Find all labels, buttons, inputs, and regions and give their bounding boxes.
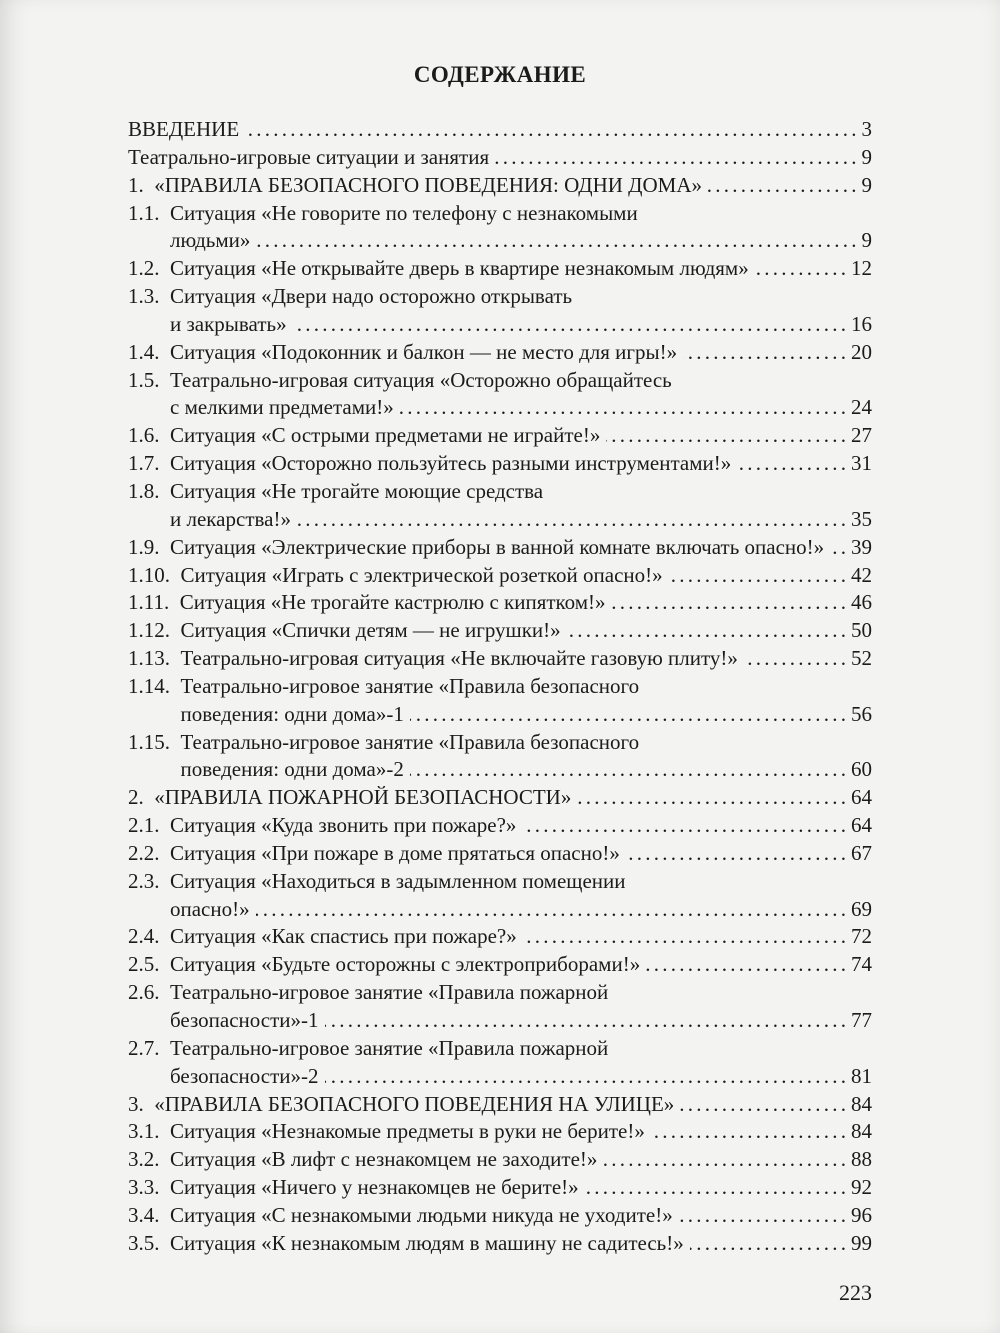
toc-entry-number: 2. [128, 785, 144, 810]
toc-entry-number: 3.5. [128, 1230, 160, 1255]
toc-entry-text: Ситуация «При пожаре в доме прятаться опасно!» [170, 840, 620, 865]
toc-page-number: 92 [851, 1175, 872, 1200]
toc-entry-body [181, 617, 873, 645]
dot-leader [297, 506, 845, 534]
toc-entry-last-line [128, 116, 872, 144]
toc-page-number: 74 [851, 952, 872, 977]
toc-entry-text: безопасности»-1 [170, 1008, 319, 1032]
toc-entry-text: Ситуация «В лифт с незнакомцем не заходите!» [170, 1147, 598, 1172]
toc-entry [128, 1174, 872, 1202]
toc-entry-body [170, 1174, 872, 1202]
toc-entry-text: Ситуация «К незнакомым людям в машину не садитесь!» [170, 1230, 684, 1255]
toc-entry [128, 478, 872, 534]
toc-entry-number: 1.3. [128, 284, 160, 309]
toc-entry-number: 2.7. [128, 1035, 160, 1060]
dot-leader [606, 422, 845, 450]
dot-leader [612, 589, 845, 617]
dot-leader [256, 896, 845, 924]
toc-entry-text: «ПРАВИЛА ПОЖАРНОЙ БЕЗОПАСНОСТИ» [154, 785, 572, 810]
toc-entry-last-line [181, 701, 873, 729]
toc-entry-number: 2.3. [128, 868, 160, 893]
dot-leader [256, 227, 855, 255]
dot-leader [679, 1202, 845, 1230]
toc-entry-text: Театрально-игровое занятие «Правила безопасного [180, 729, 640, 754]
toc-page-number: 64 [851, 813, 872, 838]
toc-entry-text: ВВЕДЕНИЕ [128, 117, 240, 141]
toc-entry-body [170, 450, 872, 478]
toc-page-number: 84 [851, 1119, 872, 1144]
dot-leader [646, 951, 845, 979]
toc-entry-text: безопасности»-2 [170, 1063, 319, 1088]
dot-leader [245, 116, 855, 144]
toc-entry [128, 562, 872, 590]
toc-entry-body [181, 729, 873, 785]
toc-entry-number: 1.8. [128, 478, 160, 503]
toc-entry-last-line [170, 1202, 872, 1230]
toc-entry-text: Ситуация «Осторожно пользуйтесь разными инструментами!» [170, 451, 732, 476]
toc-page-number: 3 [861, 117, 872, 141]
toc-entry-last-line [170, 227, 872, 255]
toc-entry-body [154, 172, 872, 200]
toc-entry-last-line [170, 840, 872, 868]
toc-entry-last-line [170, 951, 872, 979]
toc-entry-body [170, 1146, 872, 1174]
toc-entry [128, 255, 872, 283]
toc-entry-last-line [154, 784, 872, 812]
toc-entry-text: Театрально-игровое занятие «Правила пожарной [170, 1035, 609, 1060]
toc-page-number: 39 [851, 534, 872, 559]
toc-entry-last-line [170, 450, 872, 478]
toc-entry [128, 1146, 872, 1174]
toc-entry-text: с мелкими предметами!» [170, 395, 394, 420]
toc-page-number: 9 [861, 144, 872, 169]
toc-page-number: 99 [851, 1230, 872, 1255]
toc-entry-last-line [170, 534, 872, 562]
dot-leader [651, 1118, 845, 1146]
toc-entry-last-line [170, 896, 872, 924]
toc-entry [128, 951, 872, 979]
toc-entry-number: 1.9. [128, 534, 160, 559]
dot-leader [755, 255, 845, 283]
toc-entry-text: Ситуация «Незнакомые предметы в руки не берите!» [170, 1119, 645, 1144]
toc-page-number: 60 [851, 757, 872, 782]
toc-page-number: 24 [851, 395, 872, 420]
toc-entry-text: и закрывать» [170, 311, 287, 336]
toc-entry-number: 2.1. [128, 813, 160, 838]
toc-entry-body [170, 812, 872, 840]
toc-page-number: 27 [851, 423, 872, 448]
toc-entry-text: Ситуация «Не говорите по телефону с незнакомыми [170, 200, 638, 225]
toc-entry-text: Ситуация «Находиться в задымленном помещении [170, 868, 626, 893]
toc-entry-last-line [154, 172, 872, 200]
dot-leader [567, 617, 845, 645]
toc-entry-body [170, 840, 872, 868]
toc-entry-number: 2.2. [128, 840, 160, 865]
toc-entry-body [170, 979, 872, 1035]
toc-entry [128, 1202, 872, 1230]
toc-entry-text: Ситуация «Куда звонить при пожаре?» [170, 813, 517, 838]
toc-entry-text: Театрально-игровая ситуация «Не включайте газовую плиту!» [180, 646, 738, 671]
toc-entry [128, 1118, 872, 1146]
toc-entry [128, 979, 872, 1035]
toc-entry-body [170, 255, 872, 283]
dot-leader [680, 1091, 845, 1119]
toc-entry [128, 589, 872, 617]
toc-page-number: 42 [851, 562, 872, 587]
dot-leader [669, 562, 845, 590]
toc-page-number: 64 [851, 785, 872, 810]
toc-entry-last-line [181, 617, 873, 645]
toc-entry-number: 1.6. [128, 423, 160, 448]
toc-entry [128, 172, 872, 200]
toc-entry-body [170, 1035, 872, 1091]
toc-entry-number: 1.14. [128, 673, 170, 698]
toc-entry [128, 840, 872, 868]
toc-entry-text: Ситуация «С незнакомыми людьми никуда не уходите!» [170, 1202, 673, 1227]
toc-entry-body [170, 422, 872, 450]
toc-entry-text: «ПРАВИЛА БЕЗОПАСНОГО ПОВЕДЕНИЯ НА УЛИЦЕ» [154, 1091, 675, 1116]
toc-entry-body [154, 784, 872, 812]
toc-entry-text: Ситуация «Будьте осторожны с электроприборами!» [170, 952, 641, 977]
table-of-contents [128, 116, 872, 1258]
toc-entry [128, 339, 872, 367]
dot-leader [744, 645, 845, 673]
toc-entry-body [170, 200, 872, 256]
toc-entry-text: опасно!» [170, 896, 250, 921]
toc-page-number: 84 [851, 1091, 872, 1116]
toc-entry-last-line [181, 756, 873, 784]
toc-page-number: 81 [851, 1063, 872, 1088]
toc-entry [128, 450, 872, 478]
dot-leader [495, 144, 855, 172]
toc-entry-body [170, 478, 872, 534]
toc-entry-last-line [170, 1174, 872, 1202]
toc-entry-last-line [170, 1146, 872, 1174]
dot-leader [708, 172, 856, 200]
toc-page-number: 35 [851, 506, 872, 531]
toc-entry-text: поведения: одни дома»-2 [180, 757, 404, 782]
toc-entry-last-line [154, 1091, 872, 1119]
toc-entry-last-line [170, 812, 872, 840]
contents-heading: СОДЕРЖАНИЕ [413, 62, 587, 87]
toc-page-number: 50 [851, 618, 872, 643]
toc-entry-number: 2.5. [128, 952, 160, 977]
toc-entry-body [170, 283, 872, 339]
toc-entry-text: Театрально-игровое занятие «Правила безопасного [180, 673, 640, 698]
dot-leader [522, 812, 845, 840]
toc-entry-number: 1.15. [128, 729, 170, 754]
toc-entry [128, 116, 872, 144]
toc-entry [128, 784, 872, 812]
toc-page-number: 31 [851, 451, 872, 476]
toc-entry-body [181, 562, 873, 590]
dot-leader [585, 1174, 845, 1202]
toc-entry-text: Ситуация «Не трогайте кастрюлю с кипятком!» [179, 590, 606, 615]
toc-entry-number: 2.6. [128, 980, 160, 1005]
toc-entry-text: Ситуация «Двери надо осторожно открывать [170, 284, 573, 309]
toc-entry-last-line [170, 923, 872, 951]
toc-entry-last-line [128, 144, 872, 172]
toc-page-number: 96 [851, 1202, 872, 1227]
toc-page-number: 67 [851, 840, 872, 865]
dot-leader [683, 339, 845, 367]
toc-entry [128, 1230, 872, 1258]
toc-entry-text: Ситуация «Играть с электрической розеткой опасно!» [180, 562, 663, 587]
toc-entry-body [170, 1118, 872, 1146]
toc-entry-number: 1.7. [128, 451, 160, 476]
toc-entry-body [170, 923, 872, 951]
toc-entry-text: «ПРАВИЛА БЕЗОПАСНОГО ПОВЕДЕНИЯ: ОДНИ ДОМА» [154, 172, 702, 197]
toc-entry-body [170, 1230, 872, 1258]
toc-page-number: 56 [851, 701, 872, 726]
toc-entry [128, 534, 872, 562]
toc-entry-number: 1.5. [128, 367, 160, 392]
toc-entry-number: 1.10. [128, 562, 170, 587]
toc-entry-number: 1.13. [128, 646, 170, 671]
toc-entry-number: 3.4. [128, 1202, 160, 1227]
toc-entry-text: Ситуация «С острыми предметами не играйте!» [170, 423, 601, 448]
toc-entry-text: Ситуация «Спички детям — не игрушки!» [180, 618, 561, 643]
toc-entry-last-line [170, 1063, 872, 1091]
toc-page-number: 20 [851, 339, 872, 364]
dot-leader [410, 701, 845, 729]
toc-page-number: 69 [851, 896, 872, 921]
toc-entry-body [128, 116, 872, 144]
toc-entry-last-line [181, 645, 873, 673]
toc-entry [128, 367, 872, 423]
toc-entry-text: и лекарства!» [170, 506, 291, 531]
toc-entry-last-line [170, 506, 872, 534]
dot-leader [325, 1007, 845, 1035]
toc-page-number: 16 [851, 311, 872, 336]
toc-entry-number: 1.4. [128, 339, 160, 364]
dot-leader [737, 450, 845, 478]
toc-entry-number: 1.11. [128, 590, 170, 615]
dot-leader [830, 534, 845, 562]
toc-entry [128, 283, 872, 339]
page-number: 223 [839, 1280, 872, 1305]
toc-entry-number: 3.2. [128, 1147, 160, 1172]
toc-entry-text: Театрально-игровая ситуация «Осторожно обращайтесь [170, 367, 672, 392]
toc-entry-last-line [170, 1118, 872, 1146]
toc-entry [128, 868, 872, 924]
toc-entry-body [170, 951, 872, 979]
toc-entry-text: Театрально-игровое занятие «Правила пожарной [170, 980, 609, 1005]
dot-leader [690, 1230, 845, 1258]
toc-page-number: 46 [851, 590, 872, 615]
toc-entry-body [170, 1202, 872, 1230]
dot-leader [577, 784, 845, 812]
toc-entry-number: 1.12. [128, 618, 170, 643]
dot-leader [400, 394, 845, 422]
toc-entry [128, 144, 872, 172]
toc-page-number: 12 [851, 256, 872, 281]
toc-entry [128, 923, 872, 951]
toc-entry-text: Ситуация «Не открывайте дверь в квартире незнакомым людям» [170, 256, 749, 281]
toc-entry-text: людьми» [170, 228, 251, 253]
toc-entry-last-line [170, 1230, 872, 1258]
toc-entry [128, 617, 872, 645]
toc-entry-last-line [170, 1007, 872, 1035]
toc-entry-body [154, 1091, 872, 1119]
toc-page-number: 77 [851, 1008, 872, 1032]
toc-entry [128, 812, 872, 840]
toc-entry-number: 3.3. [128, 1175, 160, 1200]
toc-page-number: 9 [861, 172, 872, 197]
toc-entry-number: 3.1. [128, 1119, 160, 1144]
toc-entry-body [181, 673, 873, 729]
toc-entry-last-line [170, 422, 872, 450]
toc-entry-body [180, 589, 872, 617]
toc-entry-number: 3. [128, 1091, 144, 1116]
toc-entry-text: Ситуация «Подоконник и балкон — не место для игры!» [170, 339, 678, 364]
toc-entry-last-line [170, 311, 872, 339]
toc-entry-text: Ситуация «Ничего у незнакомцев не берите!» [170, 1175, 579, 1200]
toc-entry-body [170, 339, 872, 367]
toc-entry-text: Ситуация «Не трогайте моющие средства [170, 478, 544, 503]
toc-entry-body [170, 534, 872, 562]
toc-entry-body [181, 645, 873, 673]
dot-leader [293, 311, 845, 339]
toc-entry-number: 1.1. [128, 200, 160, 225]
toc-entry-body [128, 144, 872, 172]
toc-entry [128, 673, 872, 729]
dot-leader [410, 756, 845, 784]
toc-entry [128, 645, 872, 673]
toc-entry-text: поведения: одни дома»-1 [180, 701, 404, 726]
toc-entry-body [170, 367, 872, 423]
toc-page-number: 52 [851, 646, 872, 671]
toc-entry-last-line [170, 255, 872, 283]
toc-entry-number: 2.4. [128, 924, 160, 949]
dot-leader [325, 1063, 845, 1091]
toc-entry-text: Ситуация «Как спастись при пожаре?» [170, 924, 517, 949]
toc-entry-body [170, 868, 872, 924]
toc-entry-text: Ситуация «Электрические приборы в ванной комнате включать опасно!» [170, 534, 825, 559]
toc-entry-last-line [170, 394, 872, 422]
dot-leader [626, 840, 845, 868]
toc-page-number: 72 [851, 924, 872, 949]
toc-page-number: 9 [861, 228, 872, 253]
toc-entry-last-line [170, 339, 872, 367]
dot-leader [523, 923, 845, 951]
toc-entry-last-line [180, 589, 872, 617]
toc-entry-number: 1. [128, 172, 144, 197]
toc-entry [128, 422, 872, 450]
toc-entry-number: 1.2. [128, 256, 160, 281]
toc-entry [128, 1091, 872, 1119]
toc-entry [128, 729, 872, 785]
toc-page-number: 88 [851, 1147, 872, 1172]
toc-entry-last-line [181, 562, 873, 590]
toc-entry-text: Театрально-игровые ситуации и занятия [128, 144, 490, 169]
toc-entry [128, 1035, 872, 1091]
toc-entry [128, 200, 872, 256]
dot-leader [603, 1146, 845, 1174]
